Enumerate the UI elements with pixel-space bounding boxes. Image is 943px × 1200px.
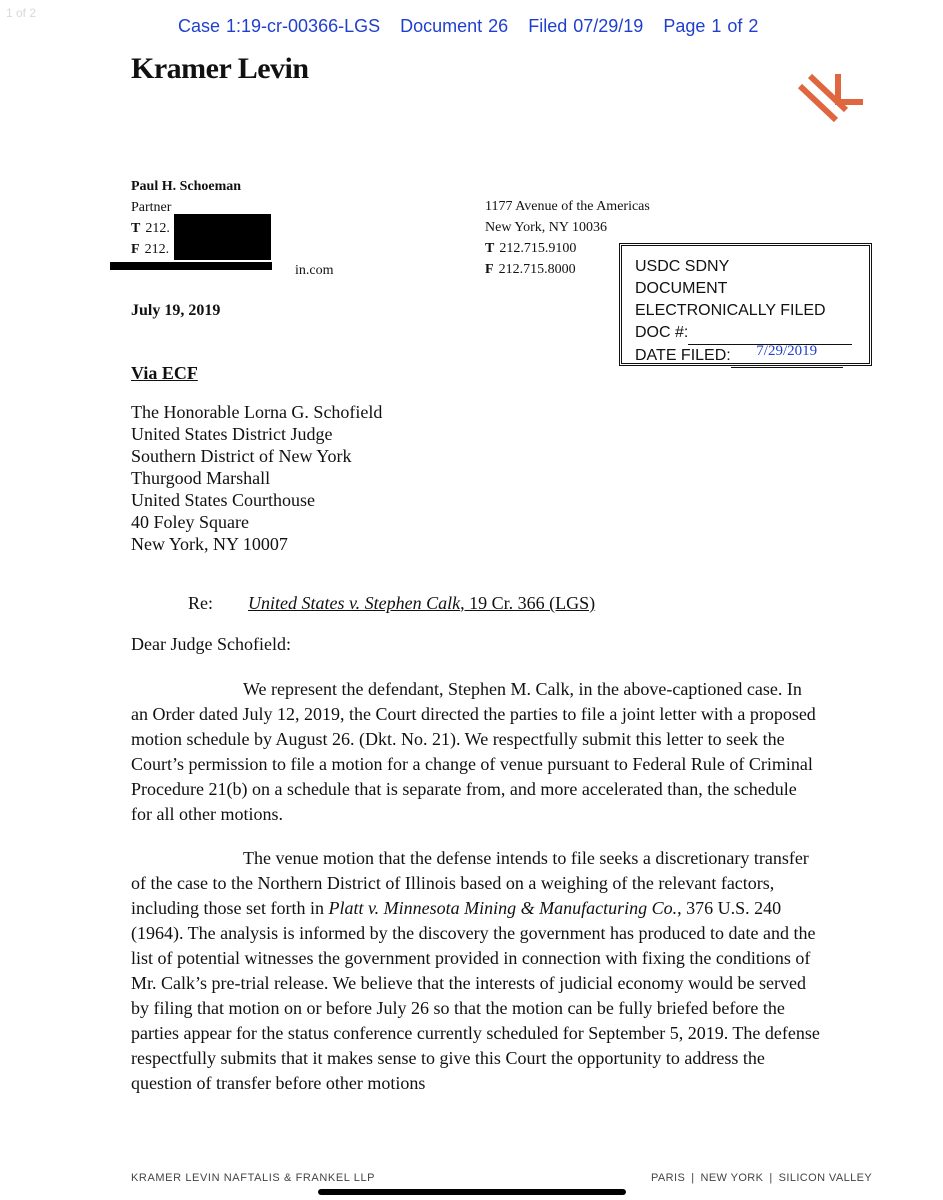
recipient-line: New York, NY 10007 xyxy=(131,534,288,554)
body-paragraph-2: The venue motion that the defense intends to file seeks a discretionary transfer of the case to the Northern District of Illinois based on a weighing of the relevant factors, including those set forth in Platt v. Minnesota Mining & Manufacturing Co., 376 U.S. 240 (1964). The analysis is informed by the discovery the government has produced to date and the list of potential witnesses the government provided in connection with fixing the conditions of Mr. Calk’s pre-trial release. We believe that the interests of judicial economy would be served by filing that motion on or before July 26 so that the motion can be fully briefed before the parties appear for the status conference currently scheduled for September 5, 2019. The defense respectfully submits that it makes sense to give this Court the opportunity to address the question of transfer before other motions xyxy=(131,848,820,1093)
address-street: 1177 Avenue of the Americas xyxy=(485,199,650,214)
recipient-line: The Honorable Lorna G. Schofield xyxy=(131,402,383,422)
firm-brand: Kramer Levin xyxy=(131,52,309,85)
case-number: Case 1:19-cr-00366-LGS xyxy=(178,16,381,36)
sender-name: Paul H. Schoeman xyxy=(131,179,242,194)
kramer-levin-logo-icon xyxy=(798,72,864,122)
stamp-date-filed: DATE FILED: 7/29/2019 xyxy=(635,345,869,368)
footer-offices: PARIS | NEW YORK | SILICON VALLEY xyxy=(651,1172,873,1184)
recipient-line: Thurgood Marshall xyxy=(131,468,271,488)
re-label: Re: xyxy=(188,593,213,613)
office-silicon-valley: SILICON VALLEY xyxy=(778,1172,873,1184)
delivery-method: Via ECF xyxy=(131,363,198,383)
court-filing-stamp xyxy=(619,243,872,366)
recipient-line: United States Courthouse xyxy=(131,490,315,510)
address-city: New York, NY 10036 xyxy=(485,220,607,235)
sender-email: in.com xyxy=(295,263,334,278)
case-citation: Platt v. Minnesota Mining & Manufacturing Co. xyxy=(328,898,678,918)
logo-strokes xyxy=(800,74,863,120)
stamp-line-document: DOCUMENT xyxy=(635,280,728,297)
redaction-bar-phone xyxy=(174,214,271,260)
ecf-header xyxy=(178,16,772,37)
sender-fax: F 212. xyxy=(131,242,170,257)
recipient-line: 40 Foley Square xyxy=(131,512,249,532)
recipient-line: United States District Judge xyxy=(131,424,333,444)
salutation: Dear Judge Schofield: xyxy=(131,634,291,654)
office-new-york: NEW YORK xyxy=(700,1172,764,1184)
re-case-caption: United States v. Stephen Calk, 19 Cr. 366 (LGS) xyxy=(248,593,596,613)
footer-firm-name: KRAMER LEVIN NAFTALIS & FRANKEL LLP xyxy=(131,1172,376,1184)
letter-body xyxy=(131,677,821,1115)
date-filed-blank xyxy=(731,345,843,368)
doc-number-blank xyxy=(688,322,852,345)
letter-date: July 19, 2019 xyxy=(131,302,221,319)
stamp-doc-number: DOC #: xyxy=(635,322,869,345)
recipient-line: Southern District of New York xyxy=(131,446,352,466)
home-indicator-bar[interactable] xyxy=(318,1189,626,1195)
page-indicator: 1 of 2 xyxy=(6,6,37,20)
sender-title: Partner xyxy=(131,200,172,215)
redaction-bar-email xyxy=(110,262,272,270)
date-filed-value: 7/29/2019 xyxy=(756,343,818,359)
stamp-line-electronically-filed: ELECTRONICALLY FILED xyxy=(635,302,826,319)
re-line xyxy=(188,593,595,614)
office-paris: PARIS xyxy=(651,1172,686,1184)
sender-phone: T 212. xyxy=(131,221,170,236)
recipient-address xyxy=(131,401,382,555)
firm-phone: T 212.715.9100 xyxy=(485,241,577,256)
firm-fax: F 212.715.8000 xyxy=(485,262,576,277)
filed-date: Filed 07/29/19 xyxy=(528,16,644,36)
stamp-line-usdc: USDC SDNY xyxy=(635,258,730,275)
page-count: Page 1 of 2 xyxy=(663,16,759,36)
body-paragraph-1: We represent the defendant, Stephen M. Calk, in the above-captioned case. In an Order dated July 12, 2019, the Court directed the parties to file a joint letter with a proposed motion schedule by August 26. (Dkt. No. 21). We respectfully submit this letter to seek the Court’s permission to file a motion for a change of venue pursuant to Federal Rule of Criminal Procedure 21(b) on a schedule that is separate from, and more accelerated than, the schedule for all other motions. xyxy=(131,679,816,824)
document-number: Document 26 xyxy=(400,16,509,36)
